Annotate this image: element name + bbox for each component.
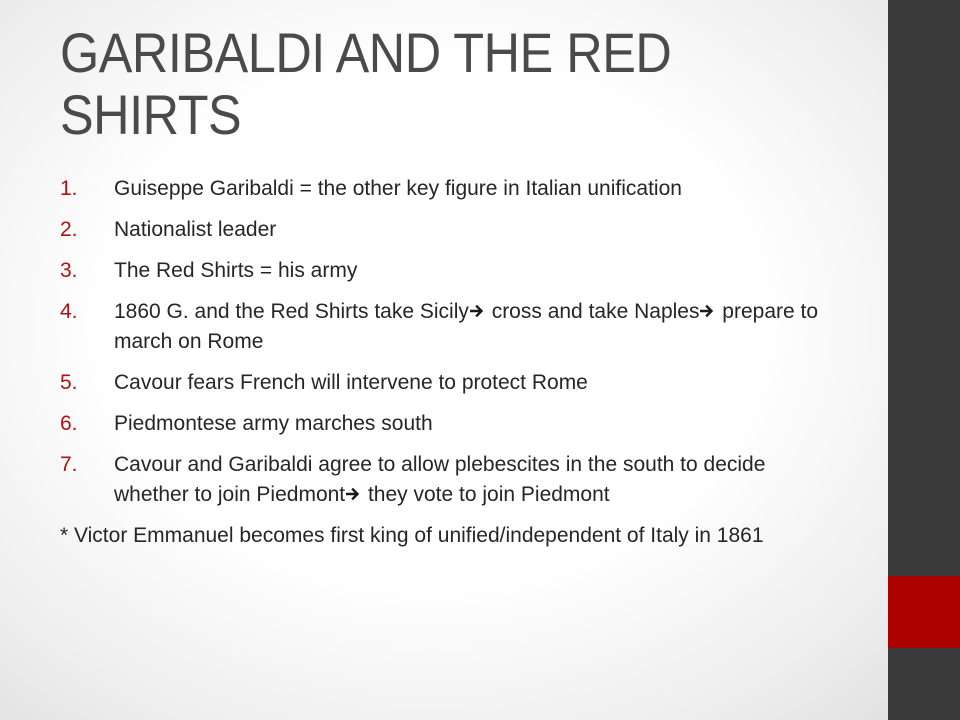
list-number: 6. bbox=[60, 412, 78, 435]
list-item bbox=[60, 409, 840, 439]
list-item bbox=[60, 450, 840, 510]
list-item-text: 1860 G. and the Red Shirts take Sicily bbox=[114, 300, 469, 323]
list-item-text: cross and take Naples bbox=[485, 300, 700, 323]
list-item-text: Piedmontese army marches south bbox=[114, 412, 433, 435]
footnote: * Victor Emmanuel becomes first king of unified/independent of Italy in 1861 bbox=[60, 524, 764, 547]
slide-body bbox=[60, 174, 840, 551]
list-item bbox=[60, 215, 840, 245]
right-arrow-icon bbox=[470, 304, 484, 318]
right-arrow-icon bbox=[346, 487, 360, 501]
list-number: 2. bbox=[60, 218, 78, 241]
list-item-text: Cavour and Garibaldi agree to allow plebescites in the south to decide whether to join Piedmont bbox=[114, 453, 766, 506]
list-number: 5. bbox=[60, 371, 78, 394]
list-item-text: Cavour fears French will intervene to protect Rome bbox=[114, 371, 588, 394]
list-number: 7. bbox=[60, 453, 78, 476]
list-item-text: they vote to join Piedmont bbox=[362, 483, 610, 506]
list-number: 1. bbox=[60, 177, 78, 200]
sidebar-red-accent bbox=[888, 576, 960, 648]
list-item-text: Guiseppe Garibaldi = the other key figure in Italian unification bbox=[114, 177, 682, 200]
list-item-text: prepare to march on Rome bbox=[114, 300, 819, 353]
list-item bbox=[60, 297, 840, 357]
list-item-text: Nationalist leader bbox=[114, 218, 277, 241]
slide-title: GARIBALDI AND THE RED SHIRTS bbox=[60, 21, 672, 146]
list-item-text: The Red Shirts = his army bbox=[114, 259, 358, 282]
right-arrow-icon bbox=[700, 304, 714, 318]
numbered-list bbox=[60, 174, 840, 510]
list-number: 3. bbox=[60, 259, 78, 282]
list-number: 4. bbox=[60, 300, 78, 323]
list-item bbox=[60, 174, 840, 204]
list-item bbox=[60, 368, 840, 398]
list-item bbox=[60, 256, 840, 286]
